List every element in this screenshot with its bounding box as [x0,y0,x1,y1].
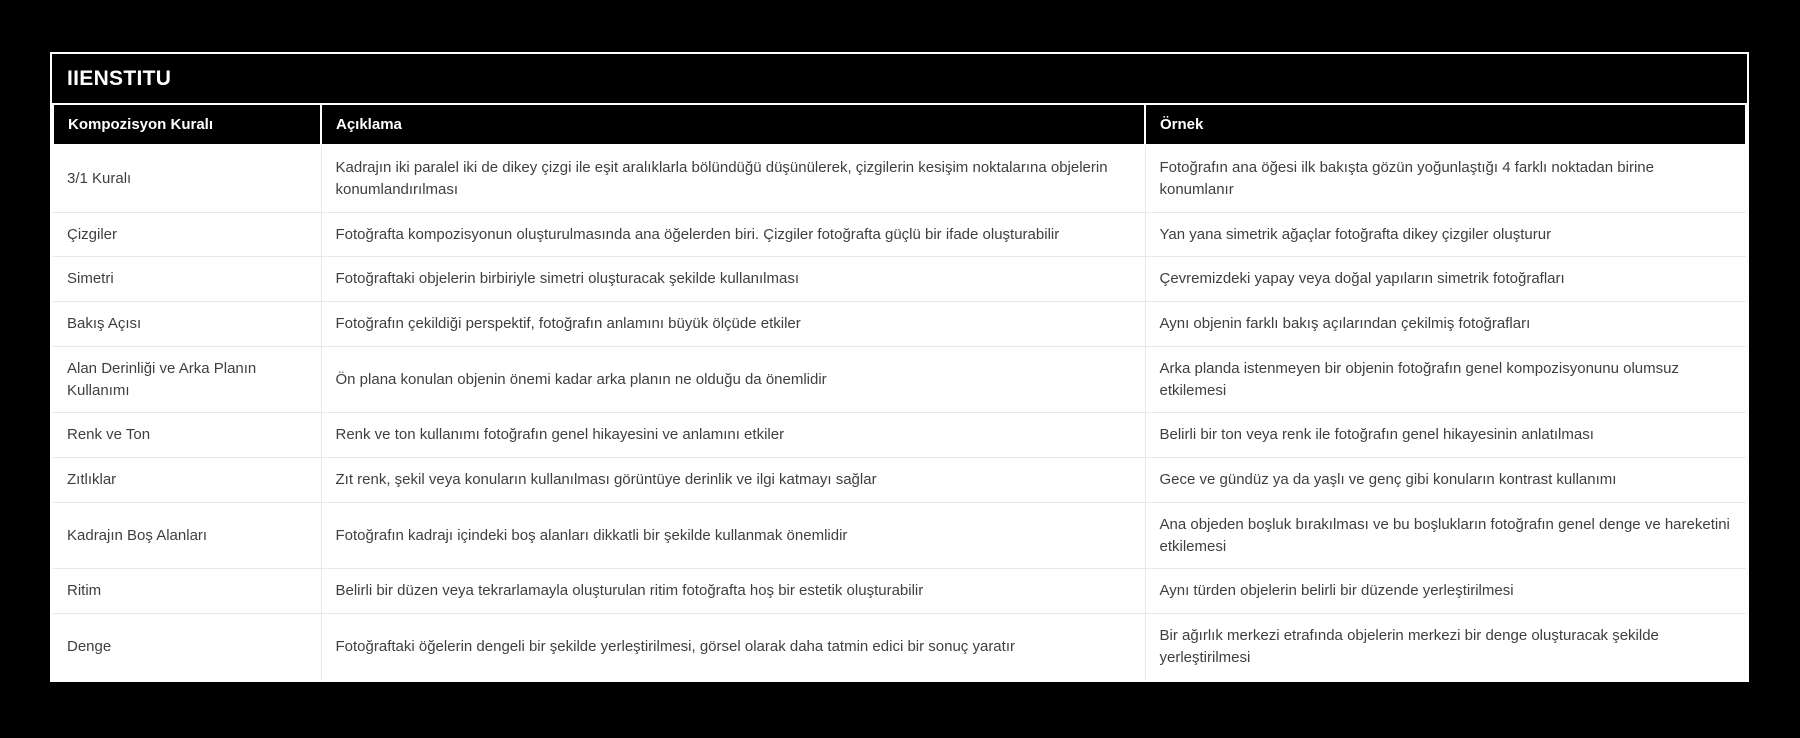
cell-aciklama: Kadrajın iki paralel iki de dikey çizgi ile eşit aralıklarla bölündüğü düşünülerek, çizgilerin kesişim noktalarına objelerin konumlandırılması [321,145,1145,212]
column-header-aciklama: Açıklama [321,104,1145,145]
cell-aciklama: Belirli bir düzen veya tekrarlamayla oluşturulan ritim fotoğrafta hoş bir estetik oluşturabilir [321,569,1145,614]
cell-ornek: Bir ağırlık merkezi etrafında objelerin merkezi bir denge oluşturacak şekilde yerleştirilmesi [1145,614,1746,680]
table-row [53,502,1746,569]
column-header-kompozisyon-kurali: Kompozisyon Kuralı [53,104,321,145]
cell-kompozisyon-kurali: Kadrajın Boş Alanları [53,502,321,569]
cell-ornek: Fotoğrafın ana öğesi ilk bakışta gözün yoğunlaştığı 4 farklı noktadan birine konumlanır [1145,145,1746,212]
cell-ornek: Aynı objenin farklı bakış açılarından çekilmiş fotoğrafları [1145,302,1746,347]
cell-aciklama: Renk ve ton kullanımı fotoğrafın genel hikayesini ve anlamını etkiler [321,413,1145,458]
table-row [53,302,1746,347]
cell-aciklama: Fotoğrafın kadrajı içindeki boş alanları dikkatli bir şekilde kullanmak önemlidir [321,502,1145,569]
table-row [53,413,1746,458]
brand-title: IIENSTITU [52,54,1747,103]
composition-rules-card [50,52,1749,682]
column-header-ornek: Örnek [1145,104,1746,145]
table-header-row [53,104,1746,145]
cell-aciklama: Fotoğrafta kompozisyonun oluşturulmasında ana öğelerden biri. Çizgiler fotoğrafta güçlü bir ifade oluşturabilir [321,212,1145,257]
cell-ornek: Çevremizdeki yapay veya doğal yapıların simetrik fotoğrafları [1145,257,1746,302]
cell-aciklama: Fotoğraftaki öğelerin dengeli bir şekilde yerleştirilmesi, görsel olarak daha tatmin edici bir sonuç yaratır [321,614,1145,680]
cell-kompozisyon-kurali: Renk ve Ton [53,413,321,458]
cell-kompozisyon-kurali: Çizgiler [53,212,321,257]
cell-kompozisyon-kurali: Denge [53,614,321,680]
cell-ornek: Ana objeden boşluk bırakılması ve bu boşlukların fotoğrafın genel denge ve hareketini etkilemesi [1145,502,1746,569]
table-row [53,145,1746,212]
table-row [53,458,1746,503]
table-row [53,346,1746,413]
cell-aciklama: Fotoğraftaki objelerin birbiriyle simetri oluşturacak şekilde kullanılması [321,257,1145,302]
table-row [53,614,1746,680]
cell-aciklama: Zıt renk, şekil veya konuların kullanılması görüntüye derinlik ve ilgi katmayı sağlar [321,458,1145,503]
cell-aciklama: Ön plana konulan objenin önemi kadar arka planın ne olduğu da önemlidir [321,346,1145,413]
cell-ornek: Aynı türden objelerin belirli bir düzende yerleştirilmesi [1145,569,1746,614]
cell-kompozisyon-kurali: 3/1 Kuralı [53,145,321,212]
cell-aciklama: Fotoğrafın çekildiği perspektif, fotoğrafın anlamını büyük ölçüde etkiler [321,302,1145,347]
cell-kompozisyon-kurali: Bakış Açısı [53,302,321,347]
cell-ornek: Gece ve gündüz ya da yaşlı ve genç gibi konuların kontrast kullanımı [1145,458,1746,503]
table-row [53,569,1746,614]
table-row [53,212,1746,257]
cell-ornek: Belirli bir ton veya renk ile fotoğrafın genel hikayesinin anlatılması [1145,413,1746,458]
table-row [53,257,1746,302]
cell-kompozisyon-kurali: Alan Derinliği ve Arka Planın Kullanımı [53,346,321,413]
composition-rules-table [52,103,1747,680]
cell-kompozisyon-kurali: Simetri [53,257,321,302]
cell-kompozisyon-kurali: Zıtlıklar [53,458,321,503]
cell-ornek: Yan yana simetrik ağaçlar fotoğrafta dikey çizgiler oluşturur [1145,212,1746,257]
cell-ornek: Arka planda istenmeyen bir objenin fotoğrafın genel kompozisyonunu olumsuz etkilemesi [1145,346,1746,413]
cell-kompozisyon-kurali: Ritim [53,569,321,614]
